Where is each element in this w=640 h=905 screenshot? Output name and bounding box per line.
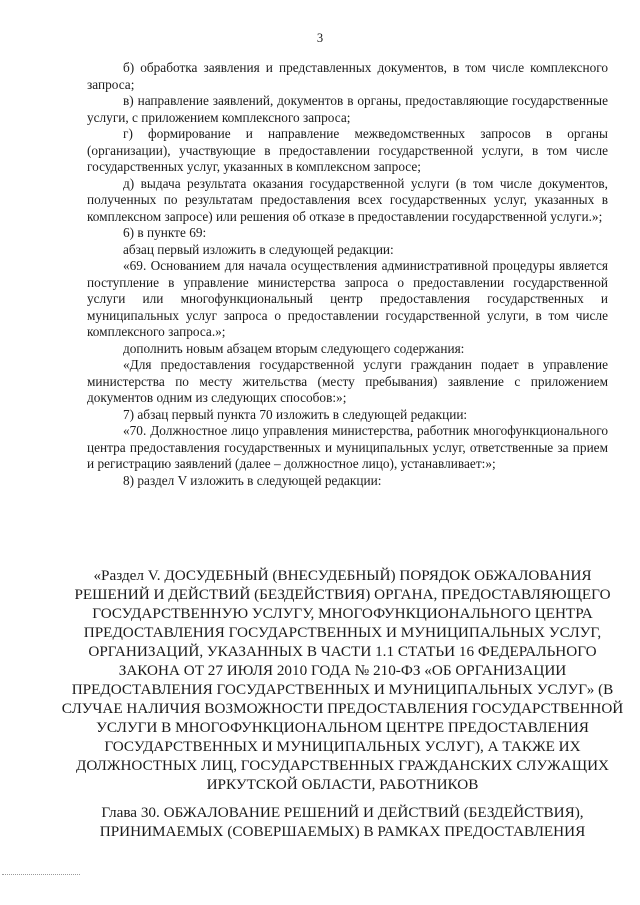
section-heading: «Раздел V. ДОСУДЕБНЫЙ (ВНЕСУДЕБНЫЙ) ПОРЯДОК ОБЖАЛОВАНИЯ РЕШЕНИЙ И ДЕЙСТВИЙ (БЕЗДЕЙСТВИЯ) ОРГАНА, ПРЕДОСТАВЛЯЮЩЕГО ГОСУДАРСТВЕННУЮ УСЛУГУ, МНОГОФУНКЦИОНАЛЬНОГО ЦЕНТРА ПРЕДОСТАВЛЕНИЯ ГОСУДАРСТВЕННЫХ И МУНИЦИПАЛЬНЫХ УСЛУГ, ОРГАНИЗАЦИЙ, УКАЗАННЫХ В ЧАСТИ 1.1 СТАТЬИ 16 ФЕДЕРАЛЬНОГО ЗАКОНА ОТ 27 ИЮЛЯ 2010 ГОДА № 210-ФЗ «ОБ ОРГАНИЗАЦИИ ПРЕДОСТАВЛЕНИЯ ГОСУДАРСТВЕННЫХ И МУНИЦИПАЛЬНЫХ УСЛУГ» (В СЛУЧАЕ НАЛИЧИЯ ВОЗМОЖНОСТИ ПРЕДОСТАВЛЕНИЯ ГОСУДАРСТВЕННОЙ УСЛУГИ В МНОГОФУНКЦИОНАЛЬНОМ ЦЕНТРЕ ПРЕДОСТАВЛЕНИЯ ГОСУДАРСТВЕННЫХ И МУНИЦИПАЛЬНЫХ УСЛУГ), А ТАКЖЕ ИХ ДОЛЖНОСТНЫХ ЛИЦ, ГОСУДАРСТВЕННЫХ ГРАЖДАНСКИХ СЛУЖАЩИХ ИРКУТСКОЙ ОБЛАСТИ, РАБОТНИКОВ xyxy=(61,567,624,793)
paragraph-item-7: 7) абзац первый пункта 70 изложить в следующей редакции: xyxy=(123,406,468,422)
paragraph-item-8: 8) раздел V изложить в следующей редакции: xyxy=(123,472,382,488)
paragraph-v: в) направление заявлений, документов в органы, предоставляющие государственные услуги, с приложением комплексного запроса; xyxy=(87,93,608,125)
paragraph-b: б) обработка заявления и представленных документов, в том числе комплексного запроса; xyxy=(87,60,608,92)
footer-divider xyxy=(2,874,80,875)
paragraph-add-second: дополнить новым абзацем вторым следующего содержания: xyxy=(123,340,465,356)
chapter-heading: Глава 30. ОБЖАЛОВАНИЕ РЕШЕНИЙ И ДЕЙСТВИЙ (БЕЗДЕЙСТВИЯ), ПРИНИМАЕМЫХ (СОВЕРШАЕМЫХ) В РАМКАХ ПРЕДОСТАВЛЕНИЯ xyxy=(99,804,586,840)
paragraph-g: г) формирование и направление межведомственных запросов в органы (организации), участвующие в предоставлении государственной услуги, в том числе государственных услуг, указанных в комплексном запросе; xyxy=(87,126,608,174)
page-number: 3 xyxy=(316,31,324,45)
paragraph-amend-intro: абзац первый изложить в следующей редакции: xyxy=(123,241,394,257)
paragraph-clause-69: «69. Основанием для начала осуществления административной процедуры является поступление в управление министерства запроса о предоставлении государственной услуги или многофункциональный центр предоставления государственных и муниципальных услуг запроса о предоставлении государственной услуги, в том числе комплексного запроса.»; xyxy=(87,258,608,339)
paragraph-quote-citizen: «Для предоставления государственной услуги гражданин подает в управление министерства по месту жительства (месту пребывания) заявление с приложением документов одним из следующих способов:»; xyxy=(87,357,608,405)
paragraph-d: д) выдача результата оказания государственной услуги (в том числе документов, полученных по результатам предоставления всех государственных услуг, указанных в комплексном запросе) или решения об отказе в предоставлении государственной услуги.»; xyxy=(87,175,608,224)
paragraph-clause-70: «70. Должностное лицо управления министерства, работник многофункционального центра предоставления государственных и муниципальных услуг, ответственные за прием и регистрацию заявлений (далее – должностное лицо), устанавливает:»; xyxy=(87,423,608,471)
document-body xyxy=(87,60,608,489)
paragraph-item-6: 6) в пункте 69: xyxy=(123,225,207,240)
